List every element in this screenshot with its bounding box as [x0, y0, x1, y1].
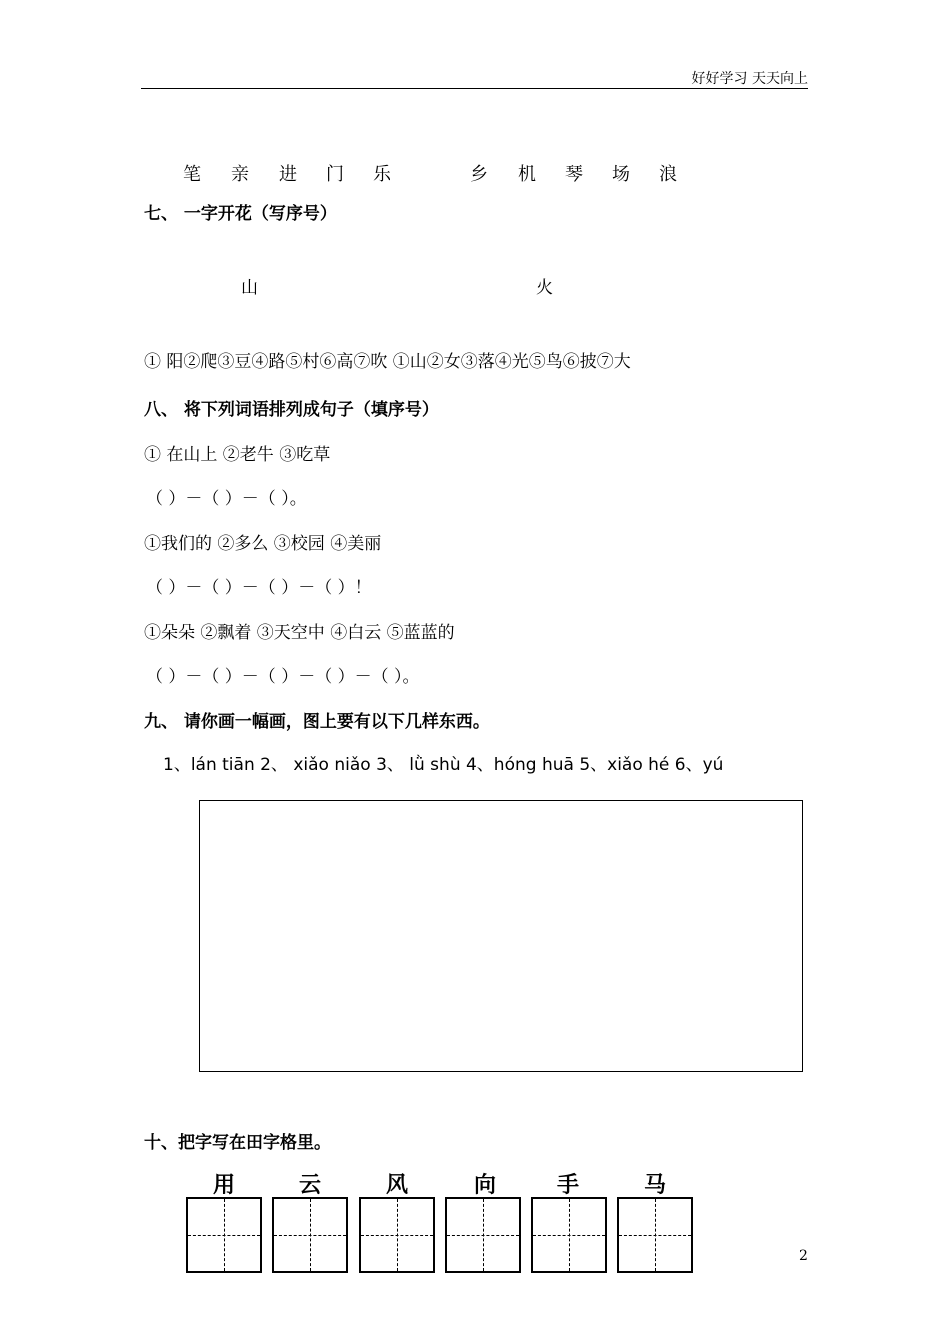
char: 乡: [470, 164, 488, 185]
section7-heading: 七、 一字开花（写序号）: [144, 204, 337, 224]
section8-heading: 八、 将下列词语排列成句子（填序号）: [144, 400, 439, 420]
grid-char: 手: [556, 1172, 579, 1198]
grid-char: 向: [473, 1172, 496, 1198]
q2-answer-blanks[interactable]: （ ）－（ ）－（ ）－（ ）！: [146, 578, 372, 598]
header-rule: [141, 88, 808, 89]
section7-options: ① 阳②爬③豆④路⑤村⑥高⑦吹 ①山②女③落④光⑤鸟⑥披⑦大: [144, 352, 631, 372]
flower-center-left: 山: [241, 278, 258, 298]
grid-char: 风: [385, 1172, 408, 1198]
char: 机: [518, 164, 536, 185]
char: 乐: [373, 164, 391, 185]
grid-char: 用: [212, 1172, 235, 1198]
char-row-right: [470, 160, 677, 186]
header-motto: 好好学习 天天向上: [691, 71, 808, 87]
drawing-area[interactable]: [199, 800, 803, 1072]
char: 笔: [183, 164, 201, 185]
q1-answer-blanks[interactable]: （ ）－（ ）－（ ）。: [146, 489, 307, 509]
char: 进: [279, 164, 297, 185]
char: 浪: [659, 164, 677, 185]
page-number: 2: [799, 1248, 808, 1264]
q3-answer-blanks[interactable]: （ ）－（ ）－（ ）－（ ）－（ ）。: [146, 667, 420, 687]
tianzige-cell[interactable]: [531, 1197, 607, 1273]
char-row-left: [183, 160, 391, 186]
tianzige-cell[interactable]: [445, 1197, 521, 1273]
drawing-items: 1、lán tiān 2、 xiǎo niǎo 3、 lǜ shù 4、hóng huā 5、xiǎo hé 6、yú: [163, 755, 724, 775]
char: 琴: [565, 164, 583, 185]
tianzige-cell[interactable]: [617, 1197, 693, 1273]
q1-words: ① 在山上 ②老牛 ③吃草: [144, 445, 331, 465]
tianzige-cell[interactable]: [186, 1197, 262, 1273]
q3-words: ①朵朵 ②飘着 ③天空中 ④白云 ⑤蓝蓝的: [144, 623, 455, 643]
flower-center-right: 火: [536, 278, 553, 298]
char: 场: [612, 164, 630, 185]
section10-heading: 十、把字写在田字格里。: [144, 1133, 331, 1153]
char: 门: [326, 164, 344, 185]
section9-heading: 九、 请你画一幅画，图上要有以下几样东西。: [144, 712, 490, 732]
grid-char: 马: [643, 1172, 666, 1198]
tianzige-cell[interactable]: [272, 1197, 348, 1273]
tianzige-cell[interactable]: [359, 1197, 435, 1273]
char: 亲: [231, 164, 249, 185]
q2-words: ①我们的 ②多么 ③校园 ④美丽: [144, 534, 382, 554]
grid-char: 云: [298, 1172, 321, 1198]
